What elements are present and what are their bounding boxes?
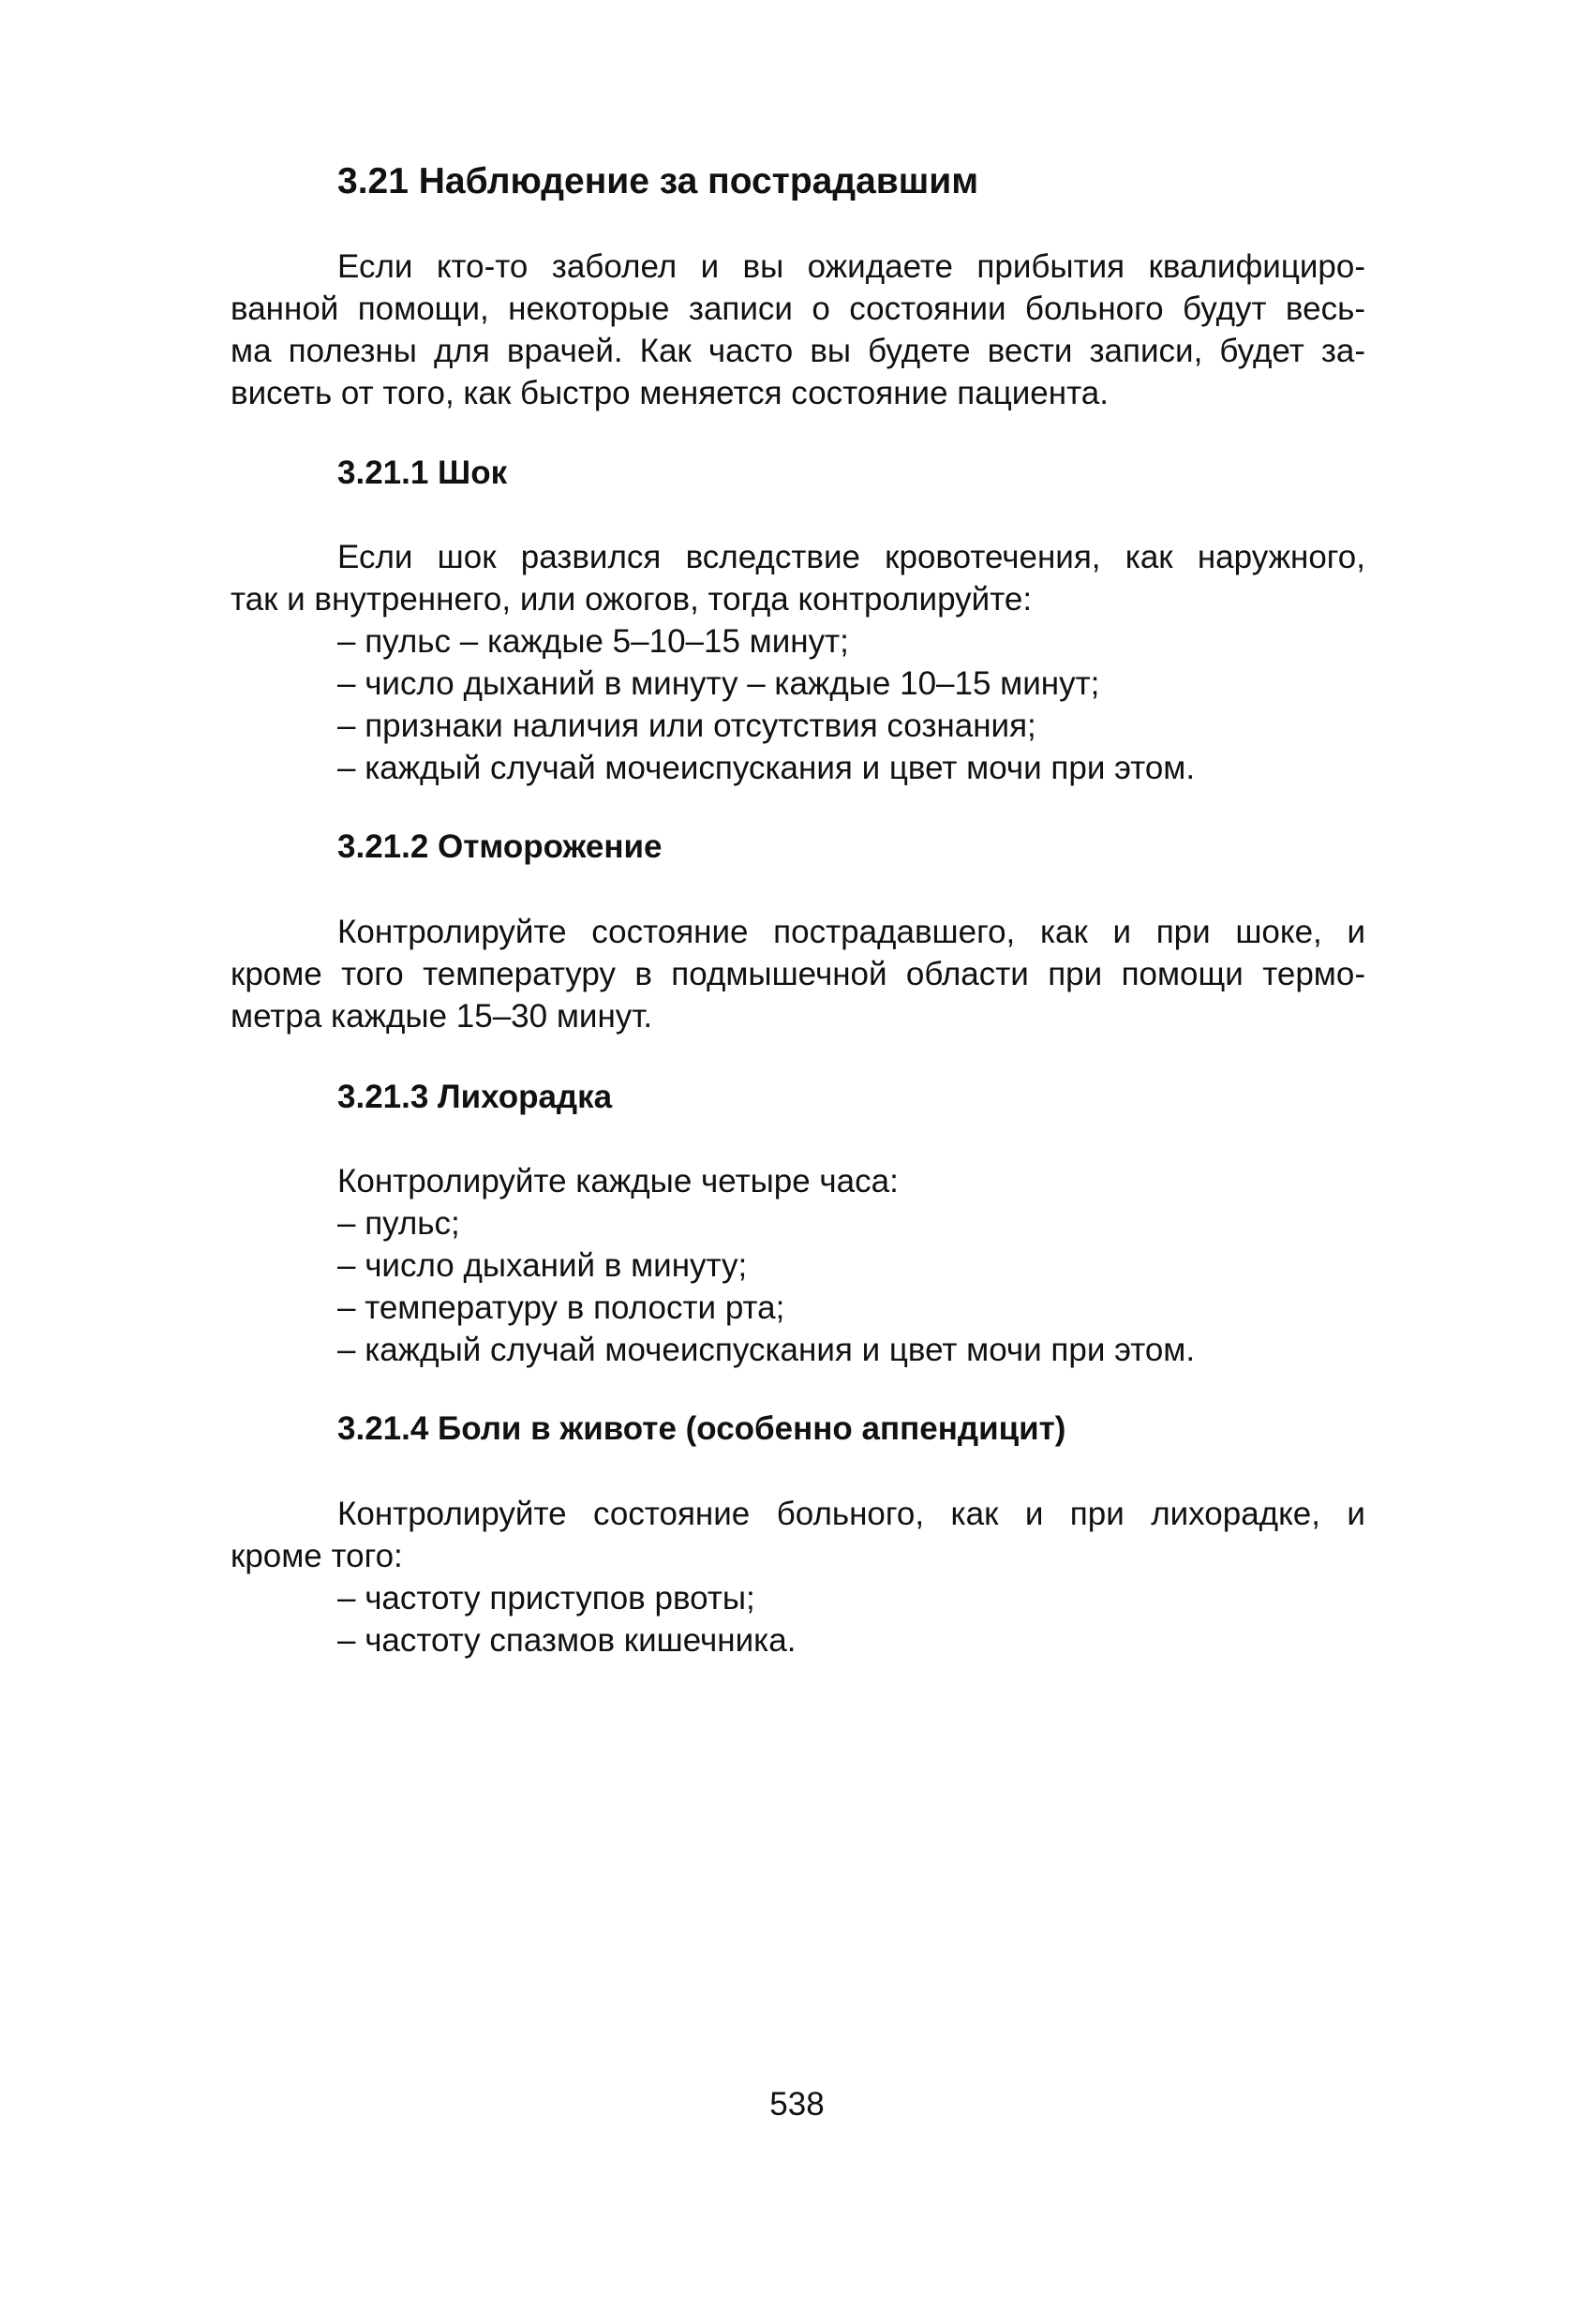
- subsection-title-fever: 3.21.3 Лихорадка: [337, 1079, 613, 1115]
- frostbite-paragraph-line-3: метра каждые 15–30 минут.: [231, 998, 653, 1035]
- shock-list-item-1: – пульс – каждые 5–10–15 минут;: [337, 623, 849, 660]
- frostbite-paragraph-line-1: Контролируйте состояние пострадавшего, как и при шоке, и: [337, 914, 1365, 950]
- fever-list-item-2: – число дыханий в минуту;: [337, 1247, 748, 1284]
- shock-list-item-2: – число дыханий в минуту – каждые 10–15 минут;: [337, 665, 1100, 702]
- intro-line-4: висеть от того, как быстро меняется состояние пациента.: [231, 375, 1109, 411]
- intro-line-3: ма полезны для врачей. Как часто вы будете вести записи, будет за-: [231, 333, 1365, 369]
- fever-list-item-4: – каждый случай мочеиспускания и цвет мочи при этом.: [337, 1332, 1196, 1368]
- shock-list-item-3: – признаки наличия или отсутствия сознания;: [337, 708, 1036, 744]
- intro-line-1: Если кто-то заболел и вы ожидаете прибытия квалифициро-: [337, 248, 1365, 285]
- subsection-title-abdominal-pain: 3.21.4 Боли в животе (особенно аппендицит): [337, 1410, 1066, 1447]
- shock-paragraph-line-1: Если шок развился вследствие кровотечения, как наружного,: [337, 539, 1365, 575]
- subsection-title-shock: 3.21.1 Шок: [337, 454, 508, 491]
- abdominal-list-item-1: – частоту приступов рвоты;: [337, 1580, 755, 1616]
- frostbite-paragraph-line-2: кроме того температуру в подмышечной области при помощи термо-: [231, 956, 1365, 992]
- abdominal-list-item-2: – частоту спазмов кишечника.: [337, 1622, 797, 1659]
- intro-line-2: ванной помощи, некоторые записи о состоянии больного будут весь-: [231, 290, 1365, 327]
- page-number: 538: [769, 2086, 825, 2123]
- fever-paragraph-line-1: Контролируйте каждые четыре часа:: [337, 1163, 899, 1199]
- shock-list-item-4: – каждый случай мочеиспускания и цвет мочи при этом.: [337, 750, 1196, 786]
- fever-list-item-1: – пульс;: [337, 1205, 460, 1242]
- abdominal-paragraph-line-1: Контролируйте состояние больного, как и при лихорадке, и: [337, 1496, 1365, 1532]
- section-title: 3.21 Наблюдение за пострадавшим: [337, 161, 979, 201]
- subsection-title-frostbite: 3.21.2 Отморожение: [337, 828, 663, 865]
- fever-list-item-3: – температуру в полости рта;: [337, 1289, 785, 1326]
- abdominal-paragraph-line-2: кроме того:: [231, 1538, 403, 1574]
- shock-paragraph-line-2: так и внутреннего, или ожогов, тогда контролируйте:: [231, 581, 1033, 618]
